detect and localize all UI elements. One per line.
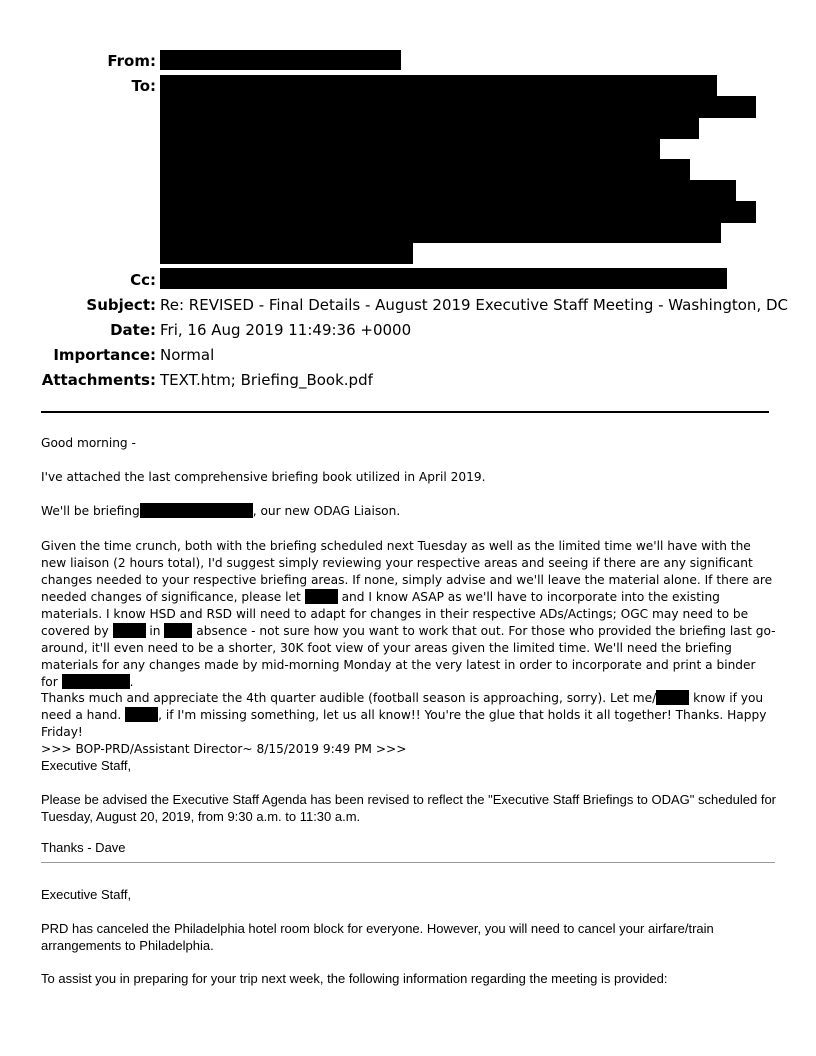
attachments-label: Attachments: bbox=[41, 371, 156, 389]
inline-redaction bbox=[305, 589, 338, 604]
message-separator bbox=[41, 862, 775, 863]
subject-value: Re: REVISED - Final Details - August 2019 Executive Staff Meeting - Washington, DC bbox=[160, 296, 789, 314]
from-label: From: bbox=[107, 52, 156, 70]
inline-redaction bbox=[125, 707, 158, 722]
to-label: To: bbox=[131, 77, 156, 95]
inline-redaction bbox=[113, 623, 146, 638]
cc-redaction bbox=[160, 268, 727, 289]
trip-info-intro: To assist you in preparing for your trip next week, the following information regarding the meeting is provided: bbox=[41, 971, 668, 986]
quoted-salutation: Executive Staff, bbox=[41, 758, 132, 773]
paragraph-thanks: Thanks much and appreciate the 4th quarter audible (football season is approaching, sorry). Let me/ know if you need a hand. , if I'm missing something, let us all know!! You're the glue that holds it all together! Thanks. Happy Friday! bbox=[41, 691, 767, 739]
inline-redaction bbox=[164, 623, 192, 638]
cc-label: Cc: bbox=[130, 271, 156, 289]
quoted-message-header: >>> BOP-PRD/Assistant Director~ 8/15/2019 9:49 PM >>> bbox=[41, 742, 407, 756]
greeting: Good morning - bbox=[41, 436, 136, 450]
inline-redaction bbox=[656, 690, 689, 705]
paragraph-attachment-note: I've attached the last comprehensive briefing book utilized in April 2019. bbox=[41, 470, 486, 484]
quoted-signoff: Thanks - Dave bbox=[41, 840, 126, 855]
date-label: Date: bbox=[110, 321, 156, 339]
subject-label: Subject: bbox=[86, 296, 156, 314]
importance-label: Importance: bbox=[53, 346, 156, 364]
inline-redaction bbox=[62, 674, 130, 689]
paragraph-briefing-details: Given the time crunch, both with the briefing scheduled next Tuesday as well as the limited time we'll have with the new liaison (2 hours total), I'd suggest simply reviewing your respective areas and seeing if there are any significant changes needed to your respective briefing areas. If none, simply advise and we'll leave the material alone. If there are needed changes of significance, please let and I know ASAP as we'll have to incorporate into the existing materials. I know HSD and RSD will need to adapt for changes in their respective ADs/Actings; OGC may need to be covered by in absence - not sure how you want to work that out. For those who provided the briefing last go-around, it'll even need to be a shorter, 30K foot view of your areas given the limited time. We'll need the briefing materials for any changes made by mid-morning Monday at the very latest in order to incorporate and print a binder for . bbox=[41, 539, 776, 689]
from-redaction bbox=[160, 50, 401, 70]
importance-value: Normal bbox=[160, 346, 215, 364]
second-salutation: Executive Staff, bbox=[41, 887, 132, 902]
date-value: Fri, 16 Aug 2019 11:49:36 +0000 bbox=[160, 321, 412, 339]
quoted-agenda-notice: Please be advised the Executive Staff Agenda has been revised to reflect the "Executive Staff Briefings to ODAG" scheduled for Tuesday, August 20, 2019, from 9:30 a.m. to 11:30 a.m. bbox=[41, 792, 777, 824]
paragraph-liaison: We'll be briefing , our new ODAG Liaison. bbox=[41, 504, 401, 518]
inline-redaction bbox=[140, 503, 253, 518]
attachments-value: TEXT.htm; Briefing_Book.pdf bbox=[160, 371, 373, 389]
header-divider bbox=[41, 411, 769, 413]
hotel-cancel-notice: PRD has canceled the Philadelphia hotel room block for everyone. However, you will need to cancel your airfare/train arrangements to Philadelphia. bbox=[41, 921, 714, 953]
